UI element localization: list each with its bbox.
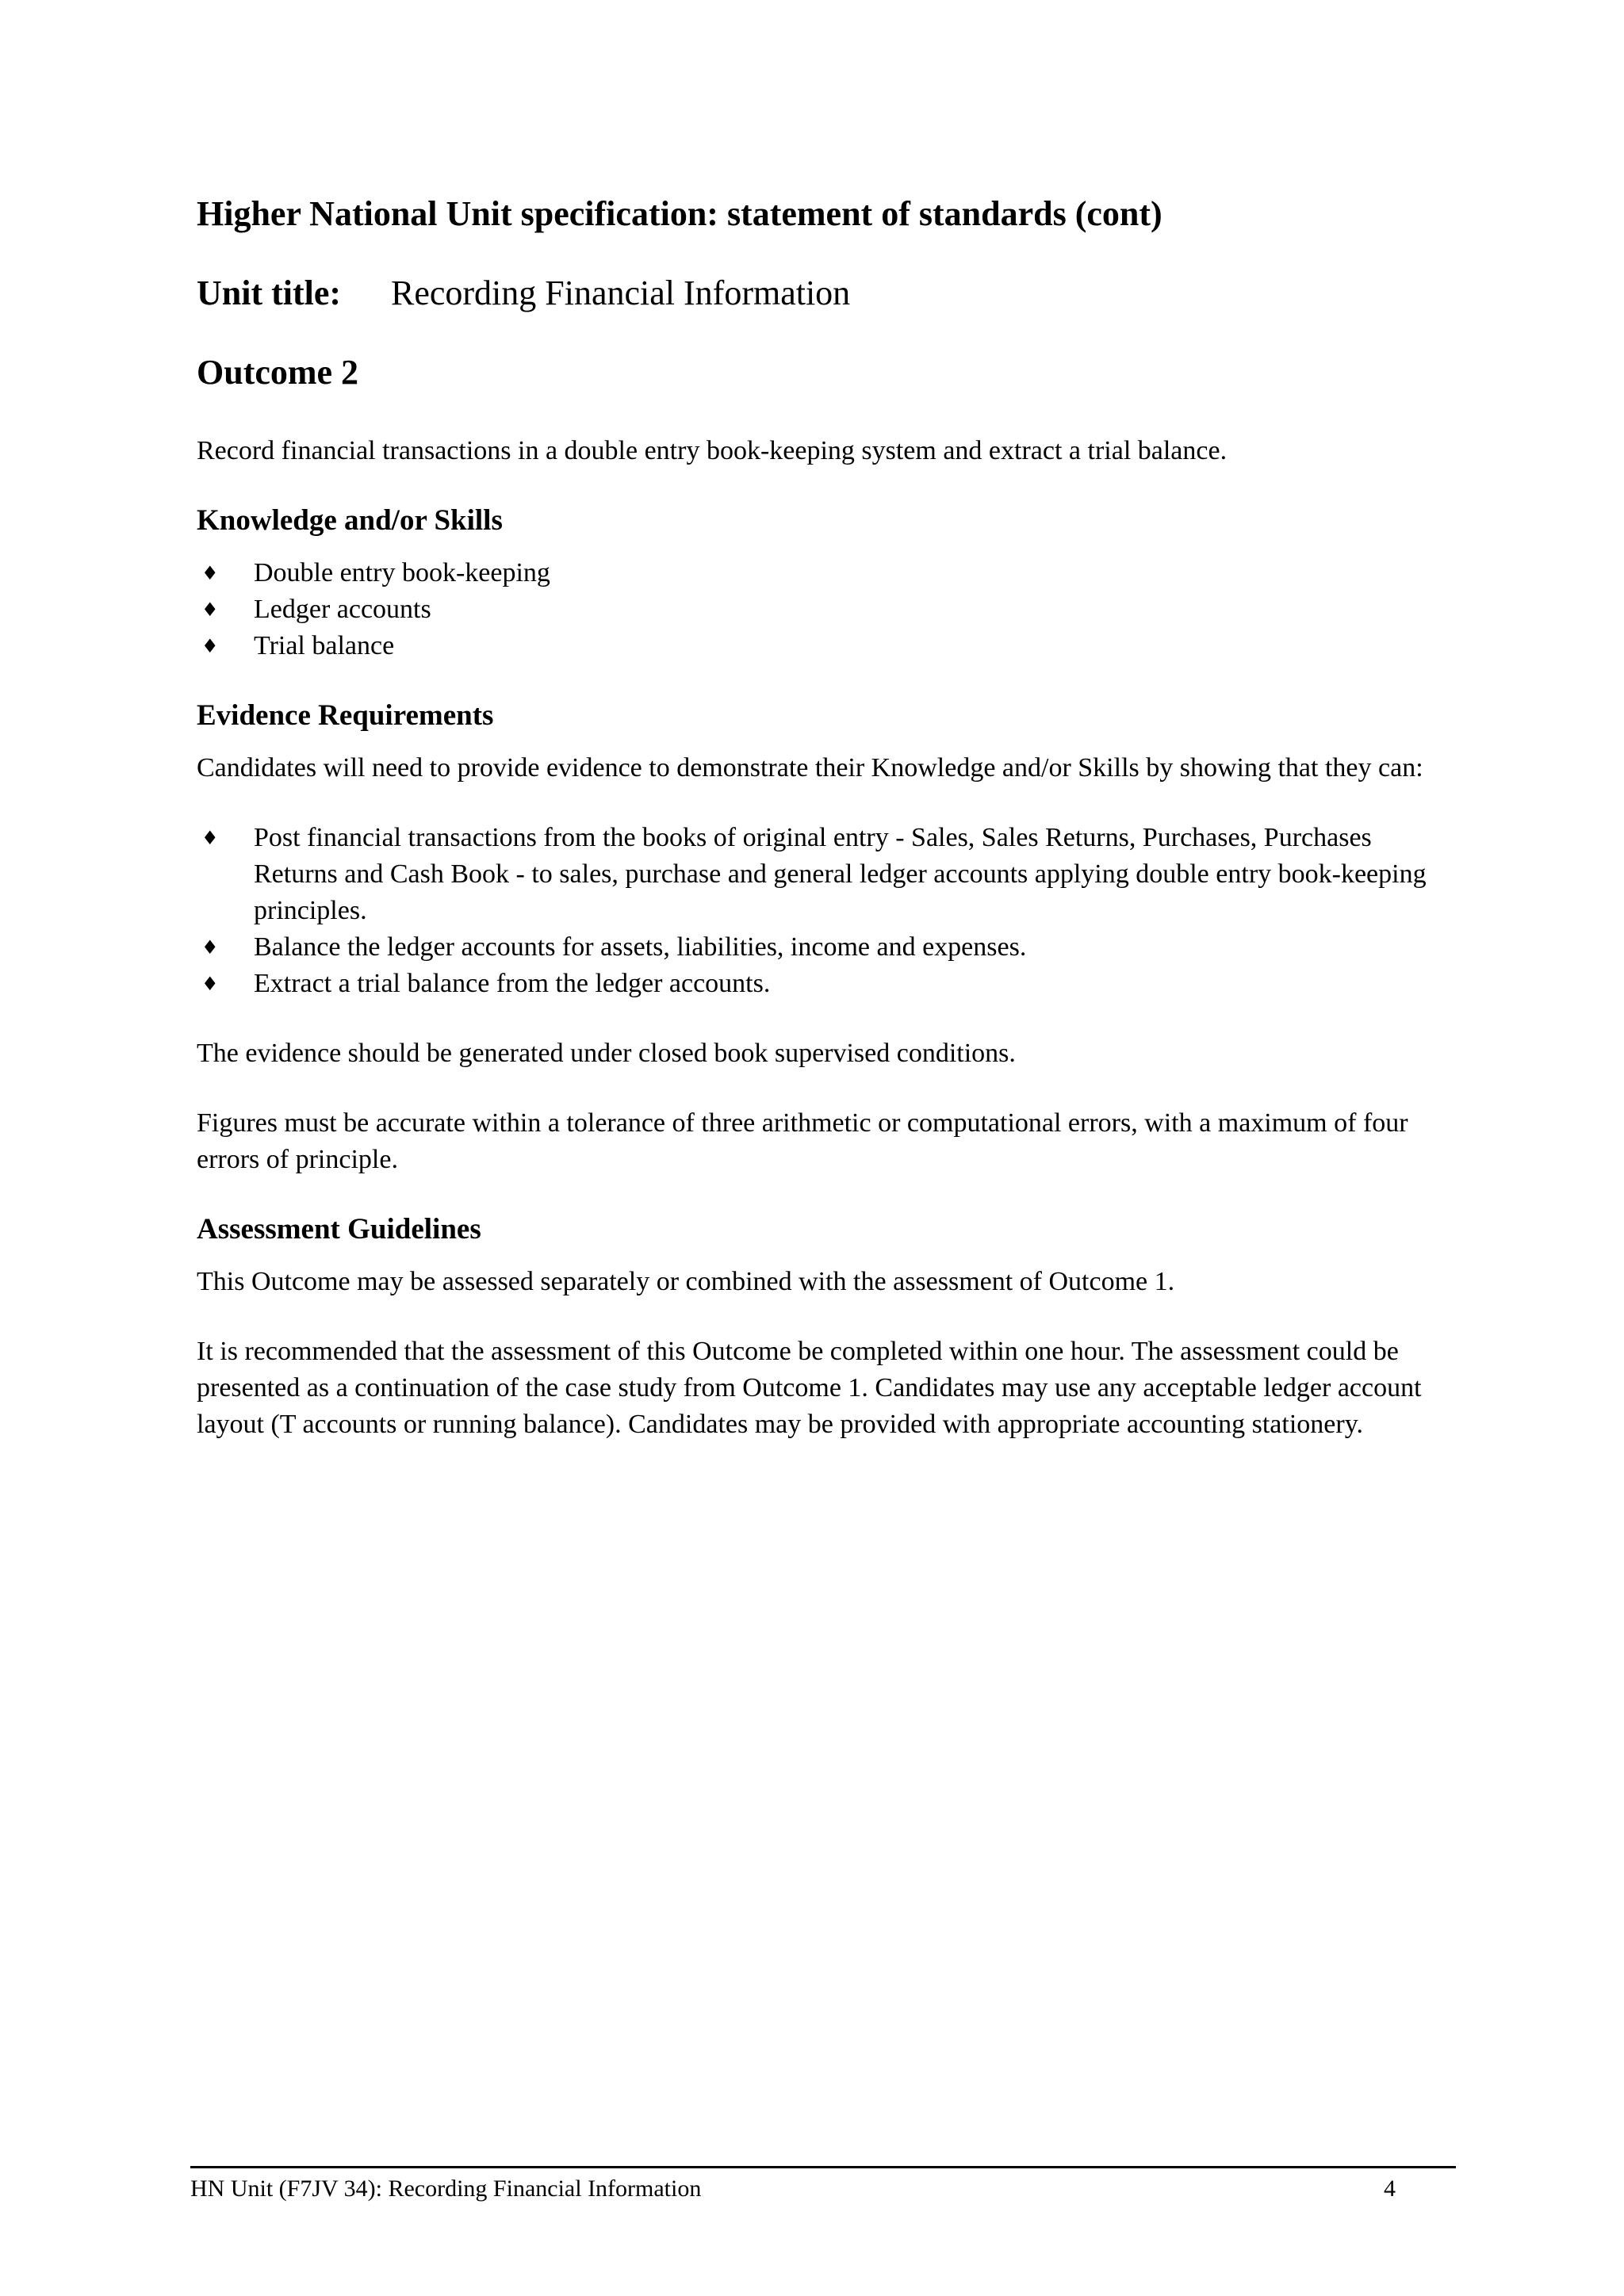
evidence-list <box>197 820 1450 1002</box>
diamond-bullet-icon: ♦ <box>201 936 219 959</box>
assessment-paragraph-1: This Outcome may be assessed separately or combined with the assessment of Outcome 1. <box>197 1267 1175 1296</box>
evidence-conditions: The evidence should be generated under closed book supervised conditions. <box>197 1039 1016 1068</box>
evidence-heading: Evidence Requirements <box>197 699 494 732</box>
list-item <box>197 555 1450 591</box>
assessment-heading: Assessment Guidelines <box>197 1213 481 1246</box>
list-item <box>197 820 1450 929</box>
page-content <box>197 190 1450 1443</box>
diamond-bullet-icon: ♦ <box>201 635 219 657</box>
document-title: Higher National Unit specification: statement of standards (cont) <box>197 194 1162 233</box>
list-item-text: Balance the ledger accounts for assets, liabilities, income and expenses. <box>254 932 1027 962</box>
outcome-heading: Outcome 2 <box>197 353 359 392</box>
outcome-description: Record financial transactions in a double entry book-keeping system and extract a trial balance. <box>197 436 1228 465</box>
list-item <box>197 929 1450 966</box>
list-item-text: Trial balance <box>254 631 395 660</box>
list-item-text: Double entry book-keeping <box>254 558 550 587</box>
list-item-text: Post financial transactions from the books of original entry - Sales, Sales Returns, Purchases, Purchases Returns and Cash Book - to sales, purchase and general ledger accounts applying double entry book-keeping principles. <box>254 823 1427 925</box>
list-item <box>197 966 1450 1002</box>
diamond-bullet-icon: ♦ <box>201 599 219 621</box>
unit-title-label: Unit title: <box>197 274 342 312</box>
list-item <box>197 628 1450 664</box>
list-item-text: Extract a trial balance from the ledger accounts. <box>254 969 771 998</box>
list-item-text: Ledger accounts <box>254 595 431 624</box>
page-footer <box>190 2166 1456 2205</box>
diamond-bullet-icon: ♦ <box>201 827 219 849</box>
diamond-bullet-icon: ♦ <box>201 562 219 584</box>
assessment-paragraph-2: It is recommended that the assessment of this Outcome be completed within one hour. The assessment could be presented as a continuation of the case study from Outcome 1. Candidates may use any acceptable ledger account layout (T accounts or running balance). Candidates may be provided with appropriate accounting stationery. <box>197 1337 1422 1439</box>
knowledge-heading: Knowledge and/or Skills <box>197 504 503 537</box>
diamond-bullet-icon: ♦ <box>201 973 219 995</box>
list-item <box>197 591 1450 628</box>
unit-title-value: Recording Financial Information <box>391 274 851 312</box>
footer-unit-reference: HN Unit (F7JV 34): Recording Financial Information <box>190 2175 702 2202</box>
knowledge-list <box>197 555 1450 664</box>
evidence-tolerance: Figures must be accurate within a tolerance of three arithmetic or computational errors, with a maximum of four errors of principle. <box>197 1108 1408 1174</box>
evidence-intro: Candidates will need to provide evidence to demonstrate their Knowledge and/or Skills by showing that they can: <box>197 753 1423 783</box>
unit-title-row <box>197 270 1450 317</box>
page-number: 4 <box>1384 2175 1396 2202</box>
